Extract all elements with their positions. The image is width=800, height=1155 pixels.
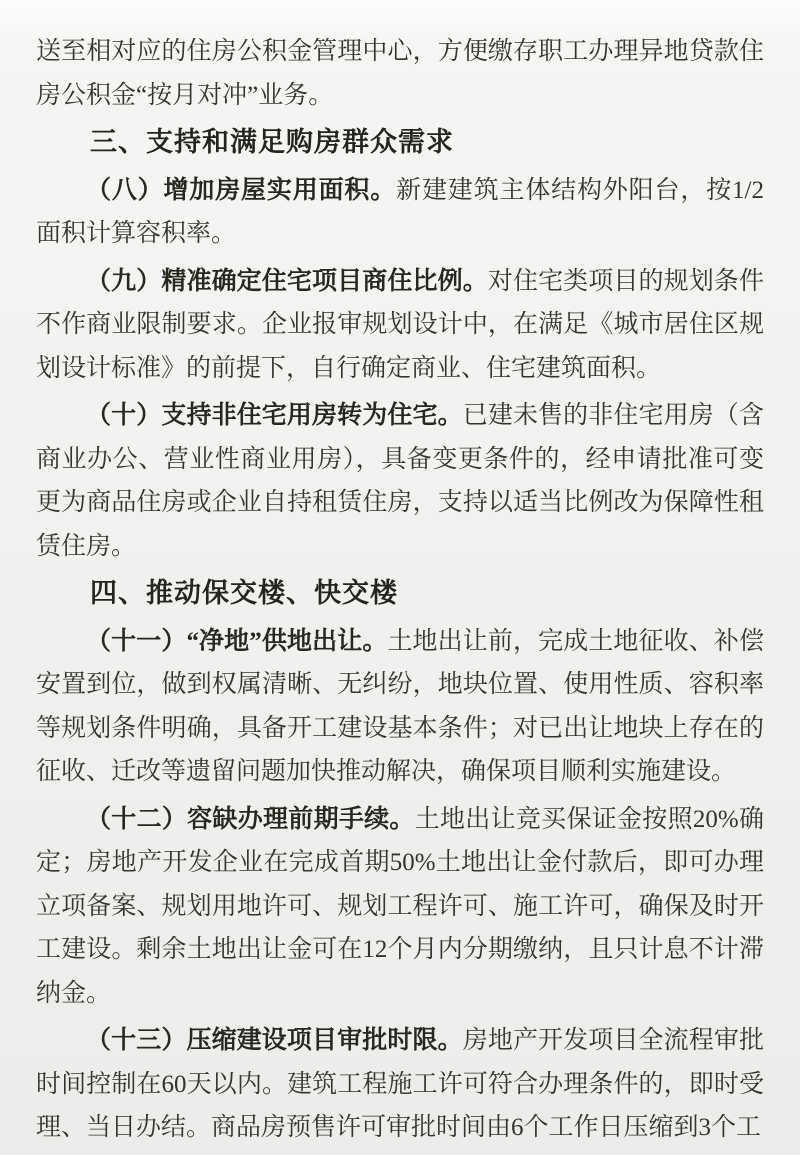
paragraph-item-13 — [36, 1019, 764, 1150]
paragraph-text: 土地出让前，完成土地征收、补偿安置到位，做到权属清晰、无纠纷，地块位置、使用性质、容积率等规划条件明确，具备开工建设基本条件；对已出让地块上存在的征收、迁改等遗留问题加快推动解决，确保项目顺利实施建设。 — [36, 627, 764, 785]
paragraph-lead: （十一）“净地”供地出让。 — [86, 627, 388, 655]
paragraph-lead: （十）支持非住宅用房转为住宅。 — [86, 402, 463, 429]
paragraph-lead: （十三）压缩建设项目审批时限。 — [86, 1027, 463, 1054]
paragraph-lead: （十二）容缺办理前期手续。 — [86, 805, 415, 833]
paragraph-item-9 — [36, 260, 764, 391]
paragraph-text: 送至相对应的住房公积金管理中心，方便缴存职工办理异地贷款住房公积金“按月对冲”业务。 — [36, 38, 764, 109]
paragraph-item-12 — [36, 798, 764, 1016]
paragraph-text: 新建建筑主体结构外阳台，按1/2面积计算容积率。 — [36, 176, 764, 247]
paragraph-item-10 — [36, 394, 764, 568]
paragraph-text: 房地产开发项目全流程审批时间控制在60天以内。建筑工程施工许可符合办理条件的，即时受理、当日办结。商品房预售许可审批时间由6个工作日压缩到3个工 — [36, 1027, 764, 1141]
paragraph-text: 已建未售的非住宅用房（含商业办公、营业性商业用房），具备变更条件的，经申请批准可变更为商品住房或企业自持租赁住房，支持以适当比例改为保障性租赁住房。 — [36, 402, 764, 560]
paragraph-continuation — [36, 30, 764, 117]
paragraph-lead: （八）增加房屋实用面积。 — [86, 176, 397, 204]
paragraph-text: 对住宅类项目的规划条件不作商业限制要求。企业报审规划设计中，在满足《城市居住区规划设计标准》的前提下，自行确定商业、住宅建筑面积。 — [36, 267, 764, 382]
section-heading-4: 四、推动保交楼、快交楼 — [90, 578, 398, 608]
paragraph-lead: （九）精准确定住宅项目商住比例。 — [86, 267, 488, 295]
paragraph-item-11 — [36, 620, 764, 794]
paragraph-item-8 — [36, 169, 764, 256]
paragraph-text: 土地出让竞买保证金按照20%确定；房地产开发企业在完成首期50%土地出让金付款后，即可办理立项备案、规划用地许可、规划工程许可、施工许可，确保及时开工建设。剩余土地出让金可在12个月内分期缴纳，且只计息不计滞纳金。 — [36, 805, 764, 1007]
section-heading-3: 三、支持和满足购房群众需求 — [90, 127, 454, 157]
